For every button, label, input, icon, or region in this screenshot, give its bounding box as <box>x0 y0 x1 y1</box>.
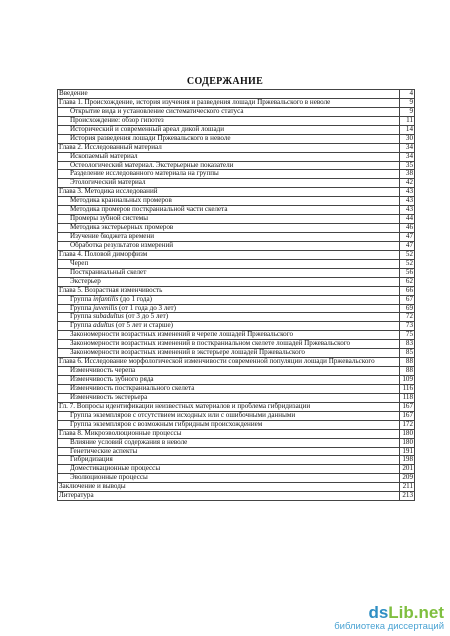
toc-entry-page: 211 <box>400 483 415 492</box>
page-title: СОДЕРЖАНИЕ <box>186 76 264 87</box>
toc-entry-title-latin: subadultus <box>93 312 124 321</box>
toc-entry-title: Введение <box>58 90 400 99</box>
toc-entry-title-prefix: Группа <box>70 303 94 312</box>
toc-entry-title-suffix: (от 3 до 5 лет) <box>123 312 169 321</box>
toc-section-row <box>58 268 415 277</box>
toc-entry-page: 172 <box>400 420 415 429</box>
toc-entry-title: Литература <box>58 492 400 501</box>
toc-entry-title: Группа экземпляров с отсутствием исходных или с ошибочными данными <box>58 411 400 420</box>
watermark-brand-prefix: ds <box>368 602 389 622</box>
toc-entry-title: Закономерности возрастных изменений в экстерьере лошадей Пржевальского <box>58 349 400 358</box>
toc-entry-title: Изменчивость зубного ряда <box>58 376 400 385</box>
toc-entry-title: Группа экземпляров с возможным гибридным происхождением <box>58 420 400 429</box>
toc-entry-title-latin: juvenilis <box>93 303 118 312</box>
toc-entry-title: Изменчивость посткраниального скелета <box>58 384 400 393</box>
toc-entry-page: 69 <box>400 304 415 313</box>
toc-chapter-row <box>58 483 415 492</box>
toc-entry-page: 88 <box>400 358 415 367</box>
toc-section-row <box>58 438 415 447</box>
toc-section-row <box>58 259 415 268</box>
toc-entry-title: Гибридизация <box>58 456 400 465</box>
toc-entry-page: 4 <box>400 90 415 99</box>
toc-entry-page: 47 <box>400 233 415 242</box>
toc-section-row <box>58 420 415 429</box>
toc-entry-page: 34 <box>400 143 415 152</box>
table-of-contents <box>57 89 415 501</box>
toc-entry-title: Глава 4. Половой диморфизм <box>58 250 400 259</box>
toc-entry-title: Гл. 7. Вопросы идентификации неизвестных материалов и проблема гибридизации <box>58 402 400 411</box>
toc-entry-page: 180 <box>400 438 415 447</box>
toc-chapter-row <box>58 250 415 259</box>
toc-entry-title: Изменчивость черепа <box>58 367 400 376</box>
watermark-tagline: библиотека диссертаций <box>334 620 444 632</box>
toc-entry-title: Влияние условий содержания в неволе <box>58 438 400 447</box>
toc-entry-page: 213 <box>400 492 415 501</box>
toc-entry-title: Методика краниальных промеров <box>58 197 400 206</box>
toc-entry-page: 116 <box>400 384 415 393</box>
toc-entry-title: Доместикационные процессы <box>58 465 400 474</box>
toc-body <box>58 90 415 501</box>
toc-entry-page: 209 <box>400 474 415 483</box>
toc-entry-page: 67 <box>400 295 415 304</box>
toc-entry-page: 167 <box>400 411 415 420</box>
toc-section-row <box>58 134 415 143</box>
toc-entry-title: Разделение исследованного материала на группы <box>58 170 400 179</box>
toc-entry-title: Этологический материал <box>58 179 400 188</box>
toc-entry-page: 198 <box>400 456 415 465</box>
toc-chapter-row <box>58 402 415 411</box>
toc-section-row <box>58 411 415 420</box>
toc-entry-title: Закономерности возрастных изменений в посткраниальном скелете лошадей Пржевальского <box>58 340 400 349</box>
toc-entry-page: 109 <box>400 376 415 385</box>
toc-entry-title-suffix: (до 1 года) <box>118 294 152 303</box>
toc-entry-page: 167 <box>400 402 415 411</box>
toc-entry-page: 73 <box>400 322 415 331</box>
toc-entry-page: 52 <box>400 259 415 268</box>
toc-entry-title-suffix: (от 5 лет и старше) <box>114 321 173 330</box>
toc-section-row <box>58 107 415 116</box>
toc-entry-title-prefix: Группа <box>70 312 94 321</box>
toc-entry-title: История разведения лошади Пржевальского в неволе <box>58 134 400 143</box>
toc-entry-page: 72 <box>400 313 415 322</box>
toc-entry-page: 201 <box>400 465 415 474</box>
toc-entry-page: 75 <box>400 331 415 340</box>
toc-entry-page: 83 <box>400 340 415 349</box>
toc-entry-title-prefix: Группа <box>70 294 94 303</box>
toc-entry-page: 14 <box>400 125 415 134</box>
toc-entry-page: 38 <box>400 170 415 179</box>
toc-entry-page: 56 <box>400 268 415 277</box>
toc-entry-title-latin: infantilis <box>93 294 119 303</box>
toc-entry-title: Череп <box>58 259 400 268</box>
toc-entry-title: Промеры зубной системы <box>58 215 400 224</box>
toc-entry-page: 88 <box>400 367 415 376</box>
toc-entry-page: 118 <box>400 393 415 402</box>
toc-entry-page: 42 <box>400 179 415 188</box>
toc-entry-title: Методика промеров посткраниальной части скелета <box>58 206 400 215</box>
toc-entry-page: 85 <box>400 349 415 358</box>
toc-section-row <box>58 152 415 161</box>
toc-entry-title: Методика экстерьерных промеров <box>58 224 400 233</box>
toc-chapter-row <box>58 143 415 152</box>
toc-entry-page: 44 <box>400 215 415 224</box>
toc-entry-title: Обработка результатов измерений <box>58 241 400 250</box>
toc-entry-page: 43 <box>400 197 415 206</box>
toc-entry-title-latin: adultus <box>93 321 115 330</box>
toc-entry-title: Генетические аспекты <box>58 447 400 456</box>
toc-entry-title: Экстерьер <box>58 277 400 286</box>
toc-entry-page: 62 <box>400 277 415 286</box>
toc-entry-title: Глава 3. Методика исследований <box>58 188 400 197</box>
toc-entry-page: 191 <box>400 447 415 456</box>
toc-entry-page: 52 <box>400 250 415 259</box>
watermark <box>334 604 444 632</box>
toc-entry-title: Заключение и выводы <box>58 483 400 492</box>
toc-entry-page: 180 <box>400 429 415 438</box>
toc-chapter-row <box>58 492 415 501</box>
toc-entry-title: Изменчивость экстерьера <box>58 393 400 402</box>
toc-entry-title: Глава 6. Исследование морфологической изменчивости современной популяции лошади Пржевальского <box>58 358 400 367</box>
toc-entry-page: 66 <box>400 286 415 295</box>
toc-entry-title: Открытие вида и установление систематического статуса <box>58 107 400 116</box>
toc-entry-title: Закономерности возрастных изменений в черепе лошадей Пржевальского <box>58 331 400 340</box>
toc-entry-title: Посткраниальный скелет <box>58 268 400 277</box>
toc-entry-page: 11 <box>400 116 415 125</box>
toc-section-row <box>58 277 415 286</box>
toc-entry-page: 47 <box>400 241 415 250</box>
toc-chapter-row <box>58 429 415 438</box>
toc-entry-title: Происхождение: обзор гипотез <box>58 116 400 125</box>
toc-entry-title-prefix: Группа <box>70 321 94 330</box>
toc-entry-title: Изучение бюджета времени <box>58 233 400 242</box>
toc-entry-page: 9 <box>400 107 415 116</box>
toc-section-row <box>58 116 415 125</box>
toc-entry-title: Глава 2. Исследованный материал <box>58 143 400 152</box>
watermark-logo <box>334 604 444 621</box>
toc-entry-title-suffix: (от 1 года до 3 лет) <box>117 303 177 312</box>
toc-entry-page: 43 <box>400 206 415 215</box>
toc-entry-page: 34 <box>400 152 415 161</box>
toc-entry-page: 46 <box>400 224 415 233</box>
watermark-brand-suffix: Lib.net <box>388 602 444 622</box>
toc-entry-title: Эволюционные процессы <box>58 474 400 483</box>
toc-section-row <box>58 125 415 134</box>
toc-entry-title: Исторический и современный ареал дикой лошади <box>58 125 400 134</box>
toc-entry-title: Глава 1. Происхождение, история изучения и разведения лошади Пржевальского в неволе <box>58 98 400 107</box>
toc-entry-page: 30 <box>400 134 415 143</box>
toc-section-row <box>58 393 415 402</box>
toc-entry-title: Остеологический материал. Экстерьерные показатели <box>58 161 400 170</box>
toc-entry-title: Ископаемый материал <box>58 152 400 161</box>
toc-entry-page: 9 <box>400 98 415 107</box>
toc-entry-title: Глава 5. Возрастная изменчивость <box>58 286 400 295</box>
toc-entry-page: 35 <box>400 161 415 170</box>
toc-entry-title: Глава 8. Микроэволюционные процессы <box>58 429 400 438</box>
toc-entry-page: 43 <box>400 188 415 197</box>
